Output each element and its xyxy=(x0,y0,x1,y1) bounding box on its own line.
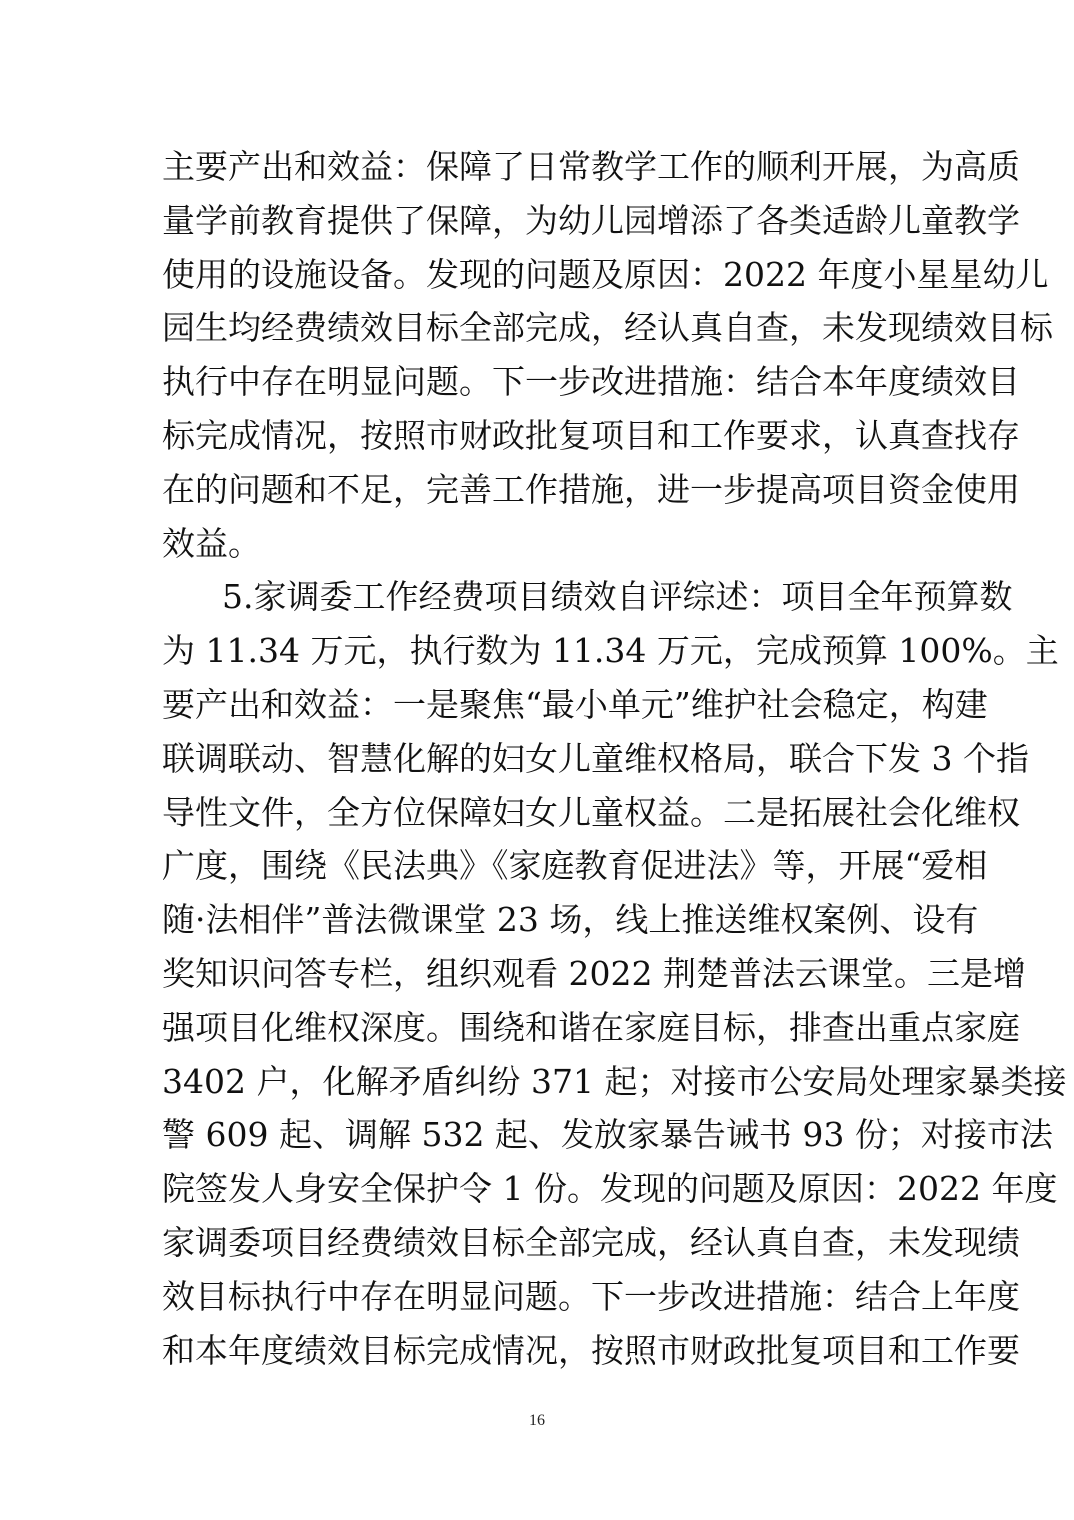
text-line: 院签发人身安全保护令 1 份。发现的问题及原因：2022 年度 xyxy=(162,1169,1058,1209)
text-line: 量学前教育提供了保障，为幼儿园增添了各类适龄儿童教学 xyxy=(162,200,1020,240)
text-line: 使用的设施设备。发现的问题及原因：2022 年度小星星幼儿 xyxy=(162,254,1049,294)
text-line: 家调委项目经费绩效目标全部完成，经认真自查，未发现绩 xyxy=(162,1222,1020,1262)
body-text xyxy=(162,140,1067,1377)
text-line: 园生均经费绩效目标全部完成，经认真自查，未发现绩效目标 xyxy=(162,308,1053,348)
page-number: 16 xyxy=(529,1412,545,1429)
text-line: 在的问题和不足，完善工作措施，进一步提高项目资金使用 xyxy=(162,469,1020,509)
text-line: 效目标执行中存在明显问题。下一步改进措施：结合上年度 xyxy=(162,1276,1020,1316)
text-line: 导性文件，全方位保障妇女儿童权益。二是拓展社会化维权 xyxy=(162,792,1020,832)
text-line: 标完成情况，按照市财政批复项目和工作要求，认真查找存 xyxy=(162,415,1020,455)
text-line: 奖知识问答专栏，组织观看 2022 荆楚普法云课堂。三是增 xyxy=(162,953,1026,993)
text-line: 随·法相伴”普法微课堂 23 场，线上推送维权案例、设有 xyxy=(162,900,979,940)
text-line: 警 609 起、调解 532 起、发放家暴告诫书 93 份；对接市法 xyxy=(162,1115,1053,1155)
text-line: 主要产出和效益：保障了日常教学工作的顺利开展，为高质 xyxy=(162,147,1020,186)
text-line: 为 11.34 万元，执行数为 11.34 万元，完成预算 100%。主 xyxy=(162,631,1059,671)
text-line: 强项目化维权深度。围绕和谐在家庭目标，排查出重点家庭 xyxy=(162,1007,1020,1047)
text-line: 广度，围绕《民法典》《家庭教育促进法》等，开展“爱相 xyxy=(162,846,988,886)
text-line: 要产出和效益：一是聚焦“最小单元”维护社会稳定，构建 xyxy=(162,684,988,724)
text-line: 效益。 xyxy=(162,523,261,563)
text-line: 执行中存在明显问题。下一步改进措施：结合本年度绩效目 xyxy=(162,362,1020,402)
text-line: 和本年度绩效目标完成情况，按照市财政批复项目和工作要 xyxy=(162,1330,1020,1370)
paragraph-heading-line: 5.家调委工作经费项目绩效自评综述：项目全年预算数 xyxy=(222,577,1013,617)
text-line: 联调联动、智慧化解的妇女儿童维权格局，联合下发 3 个指 xyxy=(162,738,1029,778)
text-line: 3402 户，化解矛盾纠纷 371 起；对接市公安局处理家暴类接 xyxy=(162,1061,1067,1101)
